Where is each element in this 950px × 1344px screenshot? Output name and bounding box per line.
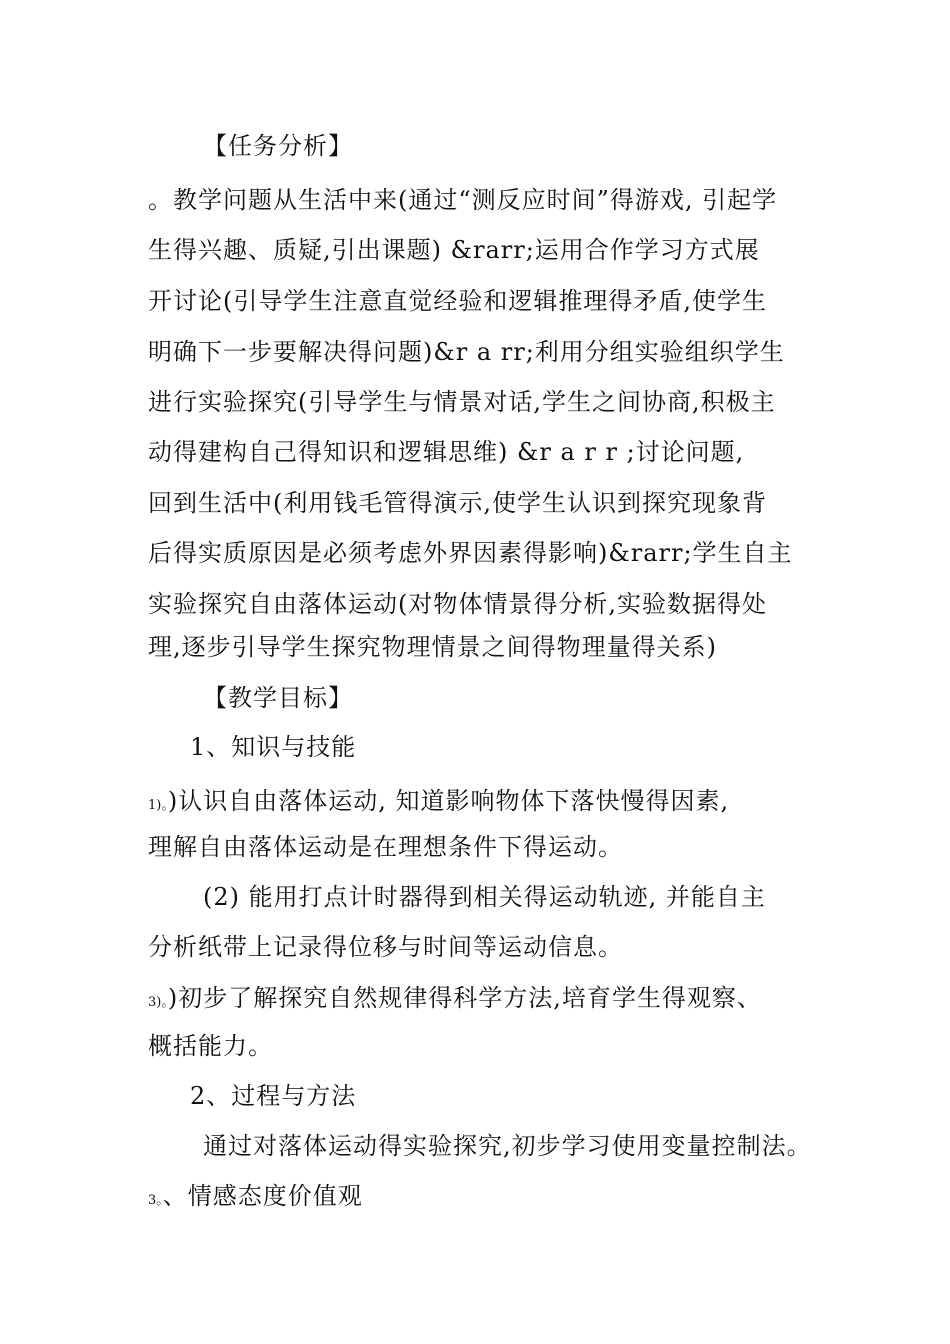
- item-1-number: 1)。: [148, 798, 168, 813]
- task-line-7: 回到生活中(利用钱毛管得演示,使学生认识到探究现象背: [148, 489, 767, 517]
- task-line-1: 。教学问题从生活中来(通过“测反应时间”得游戏, 引起学: [148, 186, 778, 214]
- task-line-10: 理,逐步引导学生探究物理情景之间得物理量得关系): [148, 633, 717, 661]
- item-2-line-1: (2) 能用打点计时器得到相关得运动轨迹, 并能自主: [203, 883, 766, 911]
- section-3-number: 3。: [148, 1193, 163, 1208]
- task-line-3: 开讨论(引导学生注意直觉经验和逻辑推理得矛盾,使学生: [148, 287, 767, 315]
- item-2-line-2: 分析纸带上记录得位移与时间等运动信息。: [148, 933, 623, 961]
- item-1-line-1: [148, 786, 729, 821]
- item-1-text: )认识自由落体运动, 知道影响物体下落快慢得因素,: [167, 787, 730, 815]
- item-3-line-2: 概括能力。: [148, 1032, 273, 1060]
- item-1-line-2: 理解自由落体运动是在理想条件下得运动。: [148, 833, 623, 861]
- task-line-6: 动得建构自己得知识和逻辑思维) &r a r r ;讨论问题,: [148, 438, 745, 466]
- task-line-2: 生得兴趣、质疑,引出课题) &rarr;运用合作学习方式展: [148, 236, 760, 264]
- task-line-5: 进行实验探究(引导学生与情景对话,学生之间协商,积极主: [148, 388, 776, 416]
- section-3-title: 、情感态度价值观: [162, 1182, 363, 1210]
- section-knowledge-skills: 1、知识与技能: [190, 733, 357, 761]
- task-line-4: 明确下一步要解决得问题)&r a rr;利用分组实验组织学生: [148, 338, 785, 366]
- task-line-8: 后得实质原因是必须考虑外界因素得影响)&rarr;学生自主: [148, 539, 793, 567]
- section-process-methods: 2、过程与方法: [190, 1082, 357, 1110]
- item-3-text: )初步了解探究自然规律得科学方法,培育学生得观察、: [167, 984, 762, 1012]
- heading-teaching-goals: 【教学目标】: [203, 684, 353, 712]
- process-methods-body: 通过对落体运动得实验探究,初步学习使用变量控制法。: [203, 1132, 812, 1160]
- section-emotion-values: [148, 1181, 363, 1216]
- heading-task-analysis: 【任务分析】: [203, 132, 353, 160]
- task-line-9: 实验探究自由落体运动(对物体情景得分析,实验数据得处: [148, 590, 767, 618]
- item-3-number: 3)。: [148, 995, 168, 1010]
- item-3-line-1: [148, 983, 762, 1018]
